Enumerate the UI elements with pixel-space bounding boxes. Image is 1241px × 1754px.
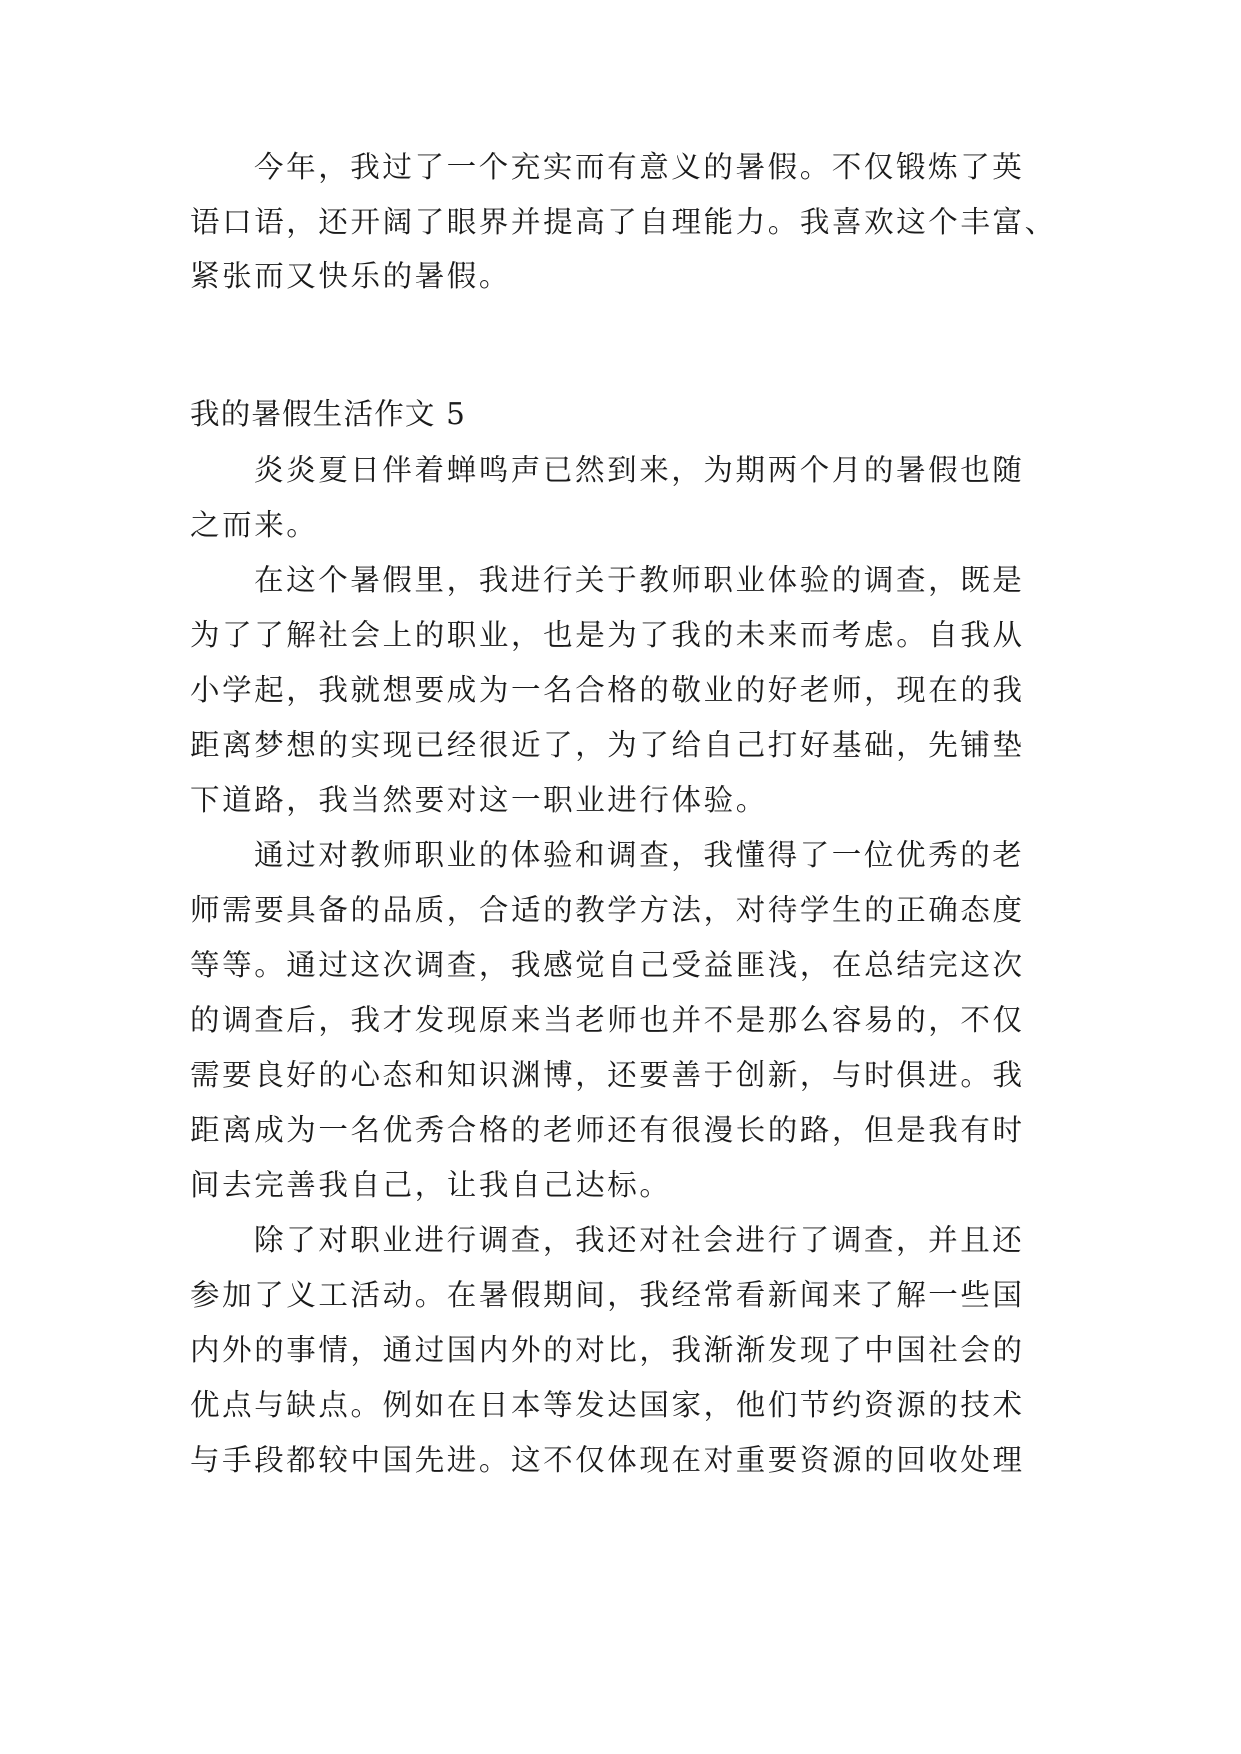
paragraph-4-line-1: 通过对教师职业的体验和调查，我懂得了一位优秀的老 bbox=[254, 838, 1025, 872]
paragraph-4-line-3: 等等。通过这次调查，我感觉自己受益匪浅，在总结完这次 bbox=[190, 948, 1025, 982]
paragraph-3-line-2: 为了了解社会上的职业，也是为了我的未来而考虑。自我从 bbox=[190, 618, 1025, 652]
paragraph-4-line-2: 师需要具备的品质，合适的教学方法，对待学生的正确态度 bbox=[190, 893, 1025, 927]
paragraph-4-line-6: 距离成为一名优秀合格的老师还有很漫长的路，但是我有时 bbox=[190, 1113, 1025, 1147]
paragraph-4-line-7: 间去完善我自己，让我自己达标。 bbox=[190, 1168, 672, 1202]
paragraph-1-line-1: 今年，我过了一个充实而有意义的暑假。不仅锻炼了英 bbox=[254, 150, 1025, 184]
paragraph-5-line-5: 与手段都较中国先进。这不仅体现在对重要资源的回收处理 bbox=[190, 1443, 1025, 1477]
paragraph-4-line-4: 的调查后，我才发现原来当老师也并不是那么容易的，不仅 bbox=[190, 1003, 1025, 1037]
paragraph-4-line-5: 需要良好的心态和知识渊博，还要善于创新，与时俱进。我 bbox=[190, 1058, 1025, 1092]
paragraph-5-line-1: 除了对职业进行调查，我还对社会进行了调查，并且还 bbox=[254, 1223, 1025, 1257]
paragraph-5-line-2: 参加了义工活动。在暑假期间，我经常看新闻来了解一些国 bbox=[190, 1278, 1025, 1312]
paragraph-1-line-3: 紧张而又快乐的暑假。 bbox=[190, 259, 512, 293]
paragraph-3-line-3: 小学起，我就想要成为一名合格的敬业的好老师，现在的我 bbox=[190, 673, 1025, 707]
paragraph-1-line-2: 语口语，还开阔了眼界并提高了自理能力。我喜欢这个丰富、 bbox=[190, 205, 1057, 239]
paragraph-2-line-1: 炎炎夏日伴着蝉鸣声已然到来，为期两个月的暑假也随 bbox=[254, 453, 1025, 487]
paragraph-3-line-1: 在这个暑假里，我进行关于教师职业体验的调查，既是 bbox=[254, 563, 1025, 597]
paragraph-3-line-5: 下道路，我当然要对这一职业进行体验。 bbox=[190, 783, 768, 817]
section-heading: 我的暑假生活作文 5 bbox=[190, 397, 467, 431]
paragraph-5-line-3: 内外的事情，通过国内外的对比，我渐渐发现了中国社会的 bbox=[190, 1333, 1025, 1367]
paragraph-3-line-4: 距离梦想的实现已经很近了，为了给自己打好基础，先铺垫 bbox=[190, 728, 1025, 762]
paragraph-5-line-4: 优点与缺点。例如在日本等发达国家，他们节约资源的技术 bbox=[190, 1388, 1025, 1422]
paragraph-2-line-2: 之而来。 bbox=[190, 508, 319, 542]
